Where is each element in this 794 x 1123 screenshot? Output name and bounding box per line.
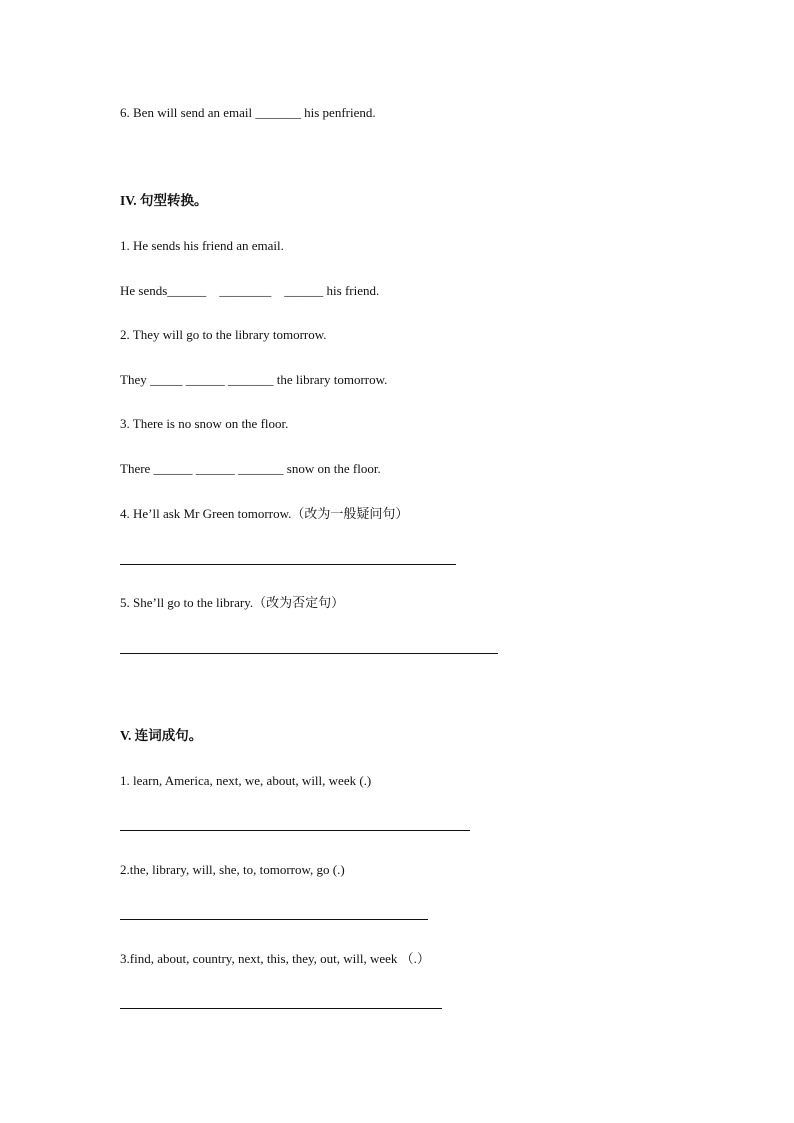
question-4-2: 2. They will go to the library tomorrow. [120, 327, 327, 342]
answer-line-5-3[interactable] [120, 1008, 442, 1009]
section-4-heading: IV. 句型转换。 [120, 193, 208, 208]
answer-line-5-2[interactable] [120, 919, 428, 920]
question-4-1: 1. He sends his friend an email. [120, 238, 284, 253]
answer-line-5-1[interactable] [120, 830, 470, 831]
answer-line-4-5[interactable] [120, 653, 498, 654]
answer-4-1: He sends______ ________ ______ his friend. [120, 283, 380, 298]
question-4-3: 3. There is no snow on the floor. [120, 416, 289, 431]
section-5-heading: V. 连词成句。 [120, 728, 203, 743]
question-3-6: 6. Ben will send an email _______ his penfriend. [120, 105, 376, 120]
question-4-5: 5. She’ll go to the library.（改为否定句） [120, 595, 345, 610]
question-5-1: 1. learn, America, next, we, about, will, week (.) [120, 773, 372, 788]
question-5-3: 3.find, about, country, next, this, they, out, will, week （.） [120, 951, 430, 966]
answer-4-3: There ______ ______ _______ snow on the floor. [120, 461, 381, 476]
answer-line-4-4[interactable] [120, 564, 456, 565]
question-4-4: 4. He’ll ask Mr Green tomorrow.（改为一般疑问句） [120, 506, 409, 521]
question-5-2: 2.the, library, will, she, to, tomorrow, go (.) [120, 862, 345, 877]
answer-4-2: They _____ ______ _______ the library tomorrow. [120, 372, 388, 387]
